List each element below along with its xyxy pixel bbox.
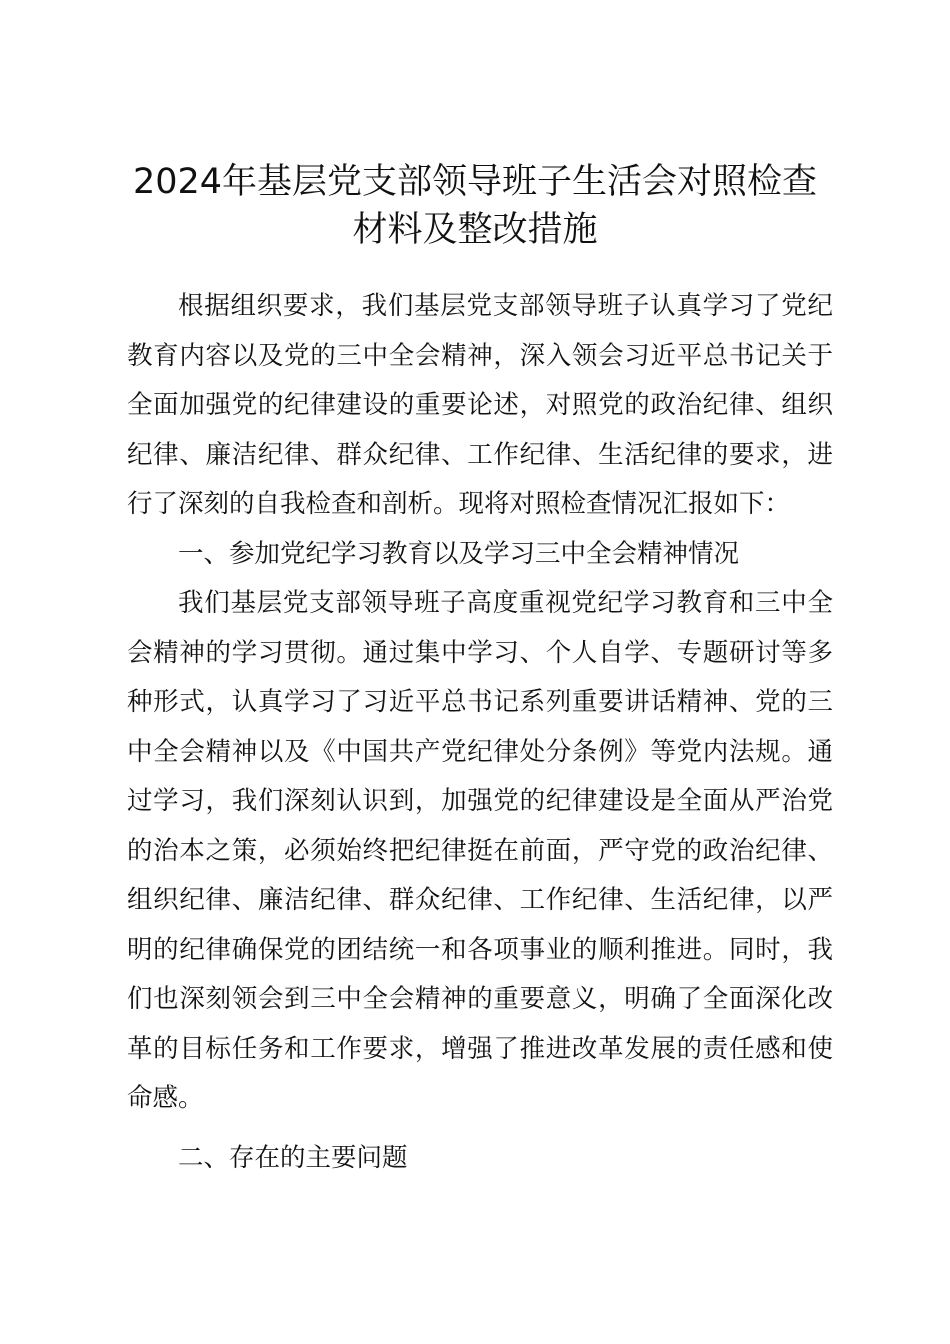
section-1-paragraph: 我们基层党支部领导班子高度重视党纪学习教育和三中全会精神的学习贯彻。通过集中学习、个人自学、专题研讨等多种形式，认真学习了习近平总书记系列重要讲话精神、党的三中全会精神以及《中国共产党纪律处分条例》等党内法规。通过学习，我们深刻认识到，加强党的纪律建设是全面从严治党的治本之策，必须始终把纪律挺在前面，严守党的政治纪律、组织纪律、廉洁纪律、群众纪律、工作纪律、生活纪律，以严明的纪律确保党的团结统一和各项事业的顺利推进。同时，我们也深刻领会到三中全会精神的重要意义，明确了全面深化改革的目标任务和工作要求，增强了推进改革发展的责任感和使命感。 <box>127 588 833 1113</box>
section-1-heading: 一、参加党纪学习教育以及学习三中全会精神情况 <box>178 538 740 569</box>
document-body <box>127 282 833 1183</box>
document-title: 2024年基层党支部领导班子生活会对照检查材料及整改措施 <box>132 162 818 250</box>
section-2-heading: 二、存在的主要问题 <box>178 1142 408 1173</box>
intro-paragraph: 根据组织要求，我们基层党支部领导班子认真学习了党纪教育内容以及党的三中全会精神，深入领会习近平总书记关于全面加强党的纪律建设的重要论述，对照党的政治纪律、组织纪律、廉洁纪律、群众纪律、工作纪律、生活纪律的要求，进行了深刻的自我检查和剖析。现将对照检查情况汇报如下： <box>127 291 833 519</box>
